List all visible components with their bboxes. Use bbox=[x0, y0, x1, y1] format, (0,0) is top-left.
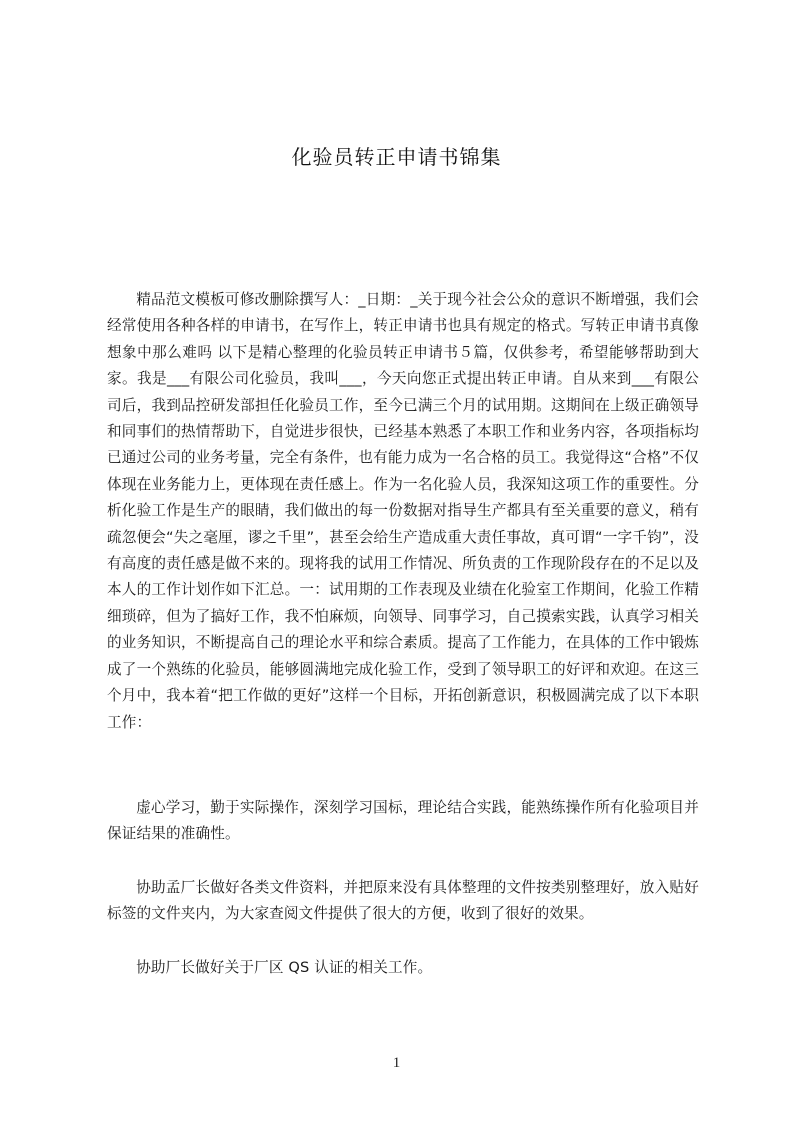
body-paragraph-qs: 协助厂长做好关于厂区 QS 认证的相关工作。 bbox=[136, 959, 433, 976]
body-paragraph-study: 虚心学习，勤于实际操作，深刻学习国标，理论结合实践，能熟练操作所有化验项目并保证结果的准确性。 bbox=[107, 799, 699, 843]
body-paragraph-intro: 精品范文模板可修改删除撰写人：_日期：_关于现今社会公众的意识不断增强，我们会经常使用各种各样的申请书，在写作上，转正申请书也具有规定的格式。写转正申请书真像想象中那么难吗 以下是精心整理的化验员转正申请书５篇，仅供参考，希望能够帮助到大家。我是___有限公司化验员，我叫___，今天向您正式提出转正申请。自从来到___有限公司后，我到品控研发部担任化验员工作，至今已满三个月的试用期。这期间在上级正确领导和同事们的热情帮助下，自觉进步很快，已经基本熟悉了本职工作和业务内容，各项指标均已通过公司的业务考量，完全有条件，也有能力成为一名合格的员工。我觉得这“合格”不仅体现在业务能力上，更体现在责任感上。作为一名化验人员，我深知这项工作的重要性。分析化验工作是生产的眼睛，我们做出的每一份数据对指导生产都具有至关重要的意义，稍有疏忽便会“失之毫厘，谬之千里”，甚至会给生产造成重大责任事故，真可谓“一字千钧”，没有高度的责任感是做不来的。现将我的试用工作情况、所负责的工作现阶段存在的不足以及本人的工作计划作如下汇总。一：试用期的工作表现及业绩在化验室工作期间，化验工作精细琐碎，但为了搞好工作，我不怕麻烦，向领导、同事学习，自己摸索实践，认真学习相关的业务知识，不断提高自己的理论水平和综合素质。提高了工作能力，在具体的工作中锻炼成了一个熟练的化验员，能够圆满地完成化验工作，受到了领导职工的好评和欢迎。在这三个月中，我本着“把工作做的更好”这样一个目标，开拓创新意识，积极圆满完成了以下本职工作： bbox=[107, 291, 699, 731]
page-number: 1 bbox=[392, 1055, 401, 1071]
body-paragraph-documents: 协助孟厂长做好各类文件资料，并把原来没有具体整理的文件按类别整理好，放入贴好标签的文件夹内，为大家查阅文件提供了很大的方便，收到了很好的效果。 bbox=[107, 879, 699, 923]
document-title: 化验员转正申请书锦集 bbox=[291, 145, 502, 169]
